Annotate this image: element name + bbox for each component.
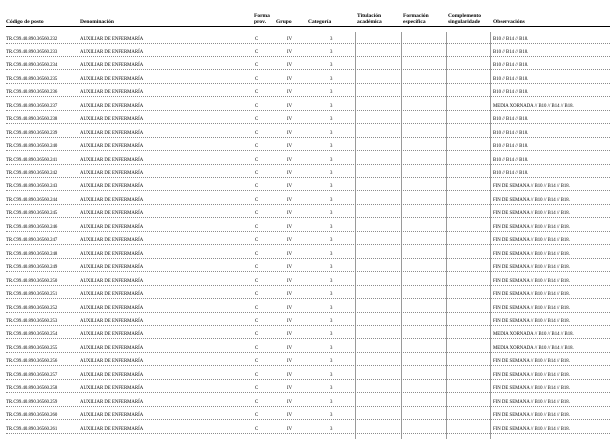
row-dotted-rule	[6, 258, 610, 259]
table-row	[0, 409, 615, 422]
cell-grupo: IV	[287, 278, 293, 284]
row-dotted-rule	[6, 164, 610, 165]
table-row	[0, 395, 615, 408]
cell-observacions: FIN DE SEMANA // B10 // B14 // B18.	[493, 305, 570, 311]
table-row	[0, 167, 615, 180]
cell-forma: C	[255, 413, 259, 419]
cell-grupo: IV	[287, 265, 293, 271]
cell-forma: C	[255, 372, 259, 378]
cell-forma: C	[255, 332, 259, 338]
header-forma-line1: Forma	[254, 13, 270, 19]
row-dotted-rule	[6, 298, 610, 299]
cell-forma: C	[255, 224, 259, 230]
cell-forma: C	[255, 90, 259, 96]
row-dotted-rule	[6, 69, 610, 70]
cell-grupo: IV	[287, 171, 293, 176]
cell-forma: C	[255, 359, 259, 365]
cell-forma: C	[255, 305, 259, 311]
table-row	[0, 193, 615, 206]
cell-codigo: TR.C99.40.890.36560.258	[6, 386, 58, 392]
cell-grupo: IV	[287, 224, 293, 230]
cell-observacions: B10 // B14 // B18.	[493, 144, 529, 150]
cell-observacions: FIN DE SEMANA // B10 // B14 // B18.	[493, 399, 570, 405]
cell-grupo: IV	[287, 399, 293, 405]
cell-denominacion: AUXILIAR DE ENFERMARÍA	[80, 224, 144, 230]
cell-grupo: IV	[287, 238, 293, 244]
cell-observacions: FIN DE SEMANA // B10 // B14 // B18.	[493, 359, 570, 365]
cell-forma: C	[255, 238, 259, 244]
table-row	[0, 247, 615, 260]
cell-observacions: FIN DE SEMANA // B10 // B14 // B18.	[493, 224, 570, 230]
cell-forma: C	[255, 251, 259, 257]
cell-denominacion: AUXILIAR DE ENFERMARÍA	[80, 171, 144, 176]
cell-observacions: FIN DE SEMANA // B10 // B14 // B18.	[493, 318, 570, 324]
cell-codigo: TR.C99.40.890.36560.248	[6, 251, 58, 257]
cell-forma: C	[255, 63, 259, 69]
table-row	[0, 180, 615, 193]
table-row	[0, 382, 615, 395]
cell-forma: C	[255, 157, 259, 163]
cell-grupo: IV	[287, 345, 293, 351]
cell-observacions: B10 // B14 // B18.	[493, 130, 529, 136]
cell-categoria: 3	[330, 157, 333, 163]
cell-grupo: IV	[287, 251, 293, 257]
cell-grupo: IV	[287, 117, 293, 123]
cell-categoria: 3	[330, 238, 333, 244]
cell-forma: C	[255, 278, 259, 284]
cell-categoria: 3	[330, 36, 333, 42]
cell-grupo: IV	[287, 36, 293, 42]
cell-categoria: 3	[330, 292, 333, 298]
header-grupo: Grupo	[276, 19, 292, 25]
cell-categoria: 3	[330, 278, 333, 284]
row-dotted-rule	[6, 433, 610, 434]
cell-categoria: 3	[330, 224, 333, 230]
cell-observacions: B10 // B14 // B18.	[493, 157, 529, 163]
row-dotted-rule	[6, 244, 610, 245]
cell-forma: C	[255, 345, 259, 351]
header-titulacion-line2: académica	[357, 19, 382, 25]
cell-observacions: MEDIA XORNADA // B10 // B14 // B18.	[493, 332, 574, 338]
cell-codigo: TR.C99.40.890.36560.244	[6, 197, 58, 203]
cell-forma: C	[255, 265, 259, 271]
cell-observacions: FIN DE SEMANA // B10 // B14 // B18.	[493, 238, 570, 244]
cell-denominacion: AUXILIAR DE ENFERMARÍA	[80, 63, 144, 69]
cell-forma: C	[255, 318, 259, 324]
table-row	[0, 261, 615, 274]
cell-observacions: FIN DE SEMANA // B10 // B14 // B18.	[493, 413, 570, 419]
cell-denominacion: AUXILIAR DE ENFERMARÍA	[80, 251, 144, 257]
cell-grupo: IV	[287, 426, 293, 432]
cell-denominacion: AUXILIAR DE ENFERMARÍA	[80, 103, 144, 109]
cell-denominacion: AUXILIAR DE ENFERMARÍA	[80, 345, 144, 351]
cell-codigo: TR.C99.40.890.36560.242	[6, 171, 58, 176]
cell-denominacion: AUXILIAR DE ENFERMARÍA	[80, 305, 144, 311]
cell-codigo: TR.C99.40.890.36560.249	[6, 265, 58, 271]
table-row	[0, 341, 615, 354]
cell-categoria: 3	[330, 251, 333, 257]
table-row	[0, 314, 615, 327]
cell-grupo: IV	[287, 63, 293, 69]
cell-grupo: IV	[287, 49, 293, 55]
cell-codigo: TR.C99.40.890.36560.260	[6, 413, 58, 419]
row-dotted-rule	[6, 96, 610, 97]
cell-codigo: TR.C99.40.890.36560.239	[6, 130, 58, 136]
table-row	[0, 126, 615, 139]
cell-grupo: IV	[287, 103, 293, 109]
row-dotted-rule	[6, 83, 610, 84]
cell-categoria: 3	[330, 345, 333, 351]
cell-forma: C	[255, 117, 259, 123]
cell-observacions: MEDIA XORNADA // B10 // B14 // B18.	[493, 345, 574, 351]
table-row	[0, 422, 615, 435]
cell-grupo: IV	[287, 413, 293, 419]
row-dotted-rule	[6, 338, 610, 339]
cell-forma: C	[255, 144, 259, 150]
cell-grupo: IV	[287, 144, 293, 150]
cell-denominacion: AUXILIAR DE ENFERMARÍA	[80, 386, 144, 392]
cell-codigo: TR.C99.40.890.36560.238	[6, 117, 58, 123]
cell-forma: C	[255, 76, 259, 82]
cell-categoria: 3	[330, 211, 333, 217]
cell-forma: C	[255, 426, 259, 432]
table-row	[0, 288, 615, 301]
header-rule	[6, 26, 610, 27]
cell-grupo: IV	[287, 157, 293, 163]
cell-forma: C	[255, 399, 259, 405]
cell-observacions: MEDIA XORNADA // B10 // B14 // B18.	[493, 103, 574, 109]
row-dotted-rule	[6, 56, 610, 57]
cell-codigo: TR.C99.40.890.36560.233	[6, 49, 58, 55]
cell-observacions: B10 // B14 // B18.	[493, 117, 529, 123]
cell-codigo: TR.C99.40.890.36560.256	[6, 359, 58, 365]
cell-observacions: B10 // B14 // B18.	[493, 76, 529, 82]
table-row	[0, 86, 615, 99]
cell-codigo: TR.C99.40.890.36560.232	[6, 36, 58, 42]
cell-forma: C	[255, 171, 259, 176]
cell-categoria: 3	[330, 426, 333, 432]
cell-grupo: IV	[287, 332, 293, 338]
table-row	[0, 220, 615, 233]
cell-observacions: FIN DE SEMANA // B10 // B14 // B18.	[493, 372, 570, 378]
cell-grupo: IV	[287, 130, 293, 136]
cell-observacions: B10 // B14 // B18.	[493, 90, 529, 96]
table-row	[0, 32, 615, 45]
cell-observacions: FIN DE SEMANA // B10 // B14 // B18.	[493, 184, 570, 190]
cell-codigo: TR.C99.40.890.36560.250	[6, 278, 58, 284]
cell-grupo: IV	[287, 197, 293, 203]
cell-observacions: FIN DE SEMANA // B10 // B14 // B18.	[493, 211, 570, 217]
row-dotted-rule	[6, 217, 610, 218]
cell-codigo: TR.C99.40.890.36560.240	[6, 144, 58, 150]
cell-forma: C	[255, 103, 259, 109]
cell-denominacion: AUXILIAR DE ENFERMARÍA	[80, 318, 144, 324]
header-categoria: Categoría	[308, 19, 332, 25]
table-row	[0, 153, 615, 166]
cell-denominacion: AUXILIAR DE ENFERMARÍA	[80, 399, 144, 405]
cell-categoria: 3	[330, 49, 333, 55]
table-row	[0, 59, 615, 72]
cell-denominacion: AUXILIAR DE ENFERMARÍA	[80, 332, 144, 338]
cell-categoria: 3	[330, 171, 333, 176]
cell-codigo: TR.C99.40.890.36560.241	[6, 157, 58, 163]
cell-grupo: IV	[287, 184, 293, 190]
row-dotted-rule	[6, 312, 610, 313]
table-row	[0, 274, 615, 287]
table-row	[0, 113, 615, 126]
row-dotted-rule	[6, 231, 610, 232]
cell-categoria: 3	[330, 332, 333, 338]
cell-codigo: TR.C99.40.890.36560.261	[6, 426, 58, 432]
cell-forma: C	[255, 36, 259, 42]
cell-denominacion: AUXILIAR DE ENFERMARÍA	[80, 426, 144, 432]
cell-observacions: FIN DE SEMANA // B10 // B14 // B18.	[493, 251, 570, 257]
table-row	[0, 140, 615, 153]
cell-denominacion: AUXILIAR DE ENFERMARÍA	[80, 278, 144, 284]
cell-categoria: 3	[330, 318, 333, 324]
cell-denominacion: AUXILIAR DE ENFERMARÍA	[80, 117, 144, 123]
cell-forma: C	[255, 197, 259, 203]
cell-categoria: 3	[330, 117, 333, 123]
header-titulacion-line1: Titulación	[357, 13, 382, 19]
row-dotted-rule	[6, 150, 610, 151]
row-dotted-rule	[6, 43, 610, 44]
cell-categoria: 3	[330, 63, 333, 69]
cell-categoria: 3	[330, 305, 333, 311]
table-row	[0, 207, 615, 220]
header-formacion-line2: específica	[403, 19, 426, 25]
row-dotted-rule	[6, 110, 610, 111]
cell-categoria: 3	[330, 265, 333, 271]
cell-codigo: TR.C99.40.890.36560.237	[6, 103, 58, 109]
cell-grupo: IV	[287, 372, 293, 378]
cell-observacions: B10 // B14 // B18.	[493, 63, 529, 69]
cell-denominacion: AUXILIAR DE ENFERMARÍA	[80, 36, 144, 42]
cell-categoria: 3	[330, 184, 333, 190]
cell-denominacion: AUXILIAR DE ENFERMARÍA	[80, 265, 144, 271]
cell-categoria: 3	[330, 90, 333, 96]
cell-denominacion: AUXILIAR DE ENFERMARÍA	[80, 359, 144, 365]
cell-denominacion: AUXILIAR DE ENFERMARÍA	[80, 292, 144, 298]
cell-observacions: FIN DE SEMANA // B10 // B14 // B18.	[493, 278, 570, 284]
cell-codigo: TR.C99.40.890.36560.252	[6, 305, 58, 311]
row-dotted-rule	[6, 204, 610, 205]
cell-categoria: 3	[330, 386, 333, 392]
header-forma-line2: prov.	[254, 19, 266, 25]
cell-codigo: TR.C99.40.890.36560.246	[6, 224, 58, 230]
row-dotted-rule	[6, 406, 610, 407]
cell-categoria: 3	[330, 359, 333, 365]
header-complemento-line2: singularidade	[448, 19, 481, 25]
cell-denominacion: AUXILIAR DE ENFERMARÍA	[80, 211, 144, 217]
table-row	[0, 99, 615, 112]
cell-codigo: TR.C99.40.890.36560.257	[6, 372, 58, 378]
cell-grupo: IV	[287, 292, 293, 298]
cell-grupo: IV	[287, 305, 293, 311]
cell-codigo: TR.C99.40.890.36560.251	[6, 292, 58, 298]
header-complemento-line1: Complemento	[448, 13, 481, 19]
cell-forma: C	[255, 130, 259, 136]
cell-forma: C	[255, 292, 259, 298]
cell-denominacion: AUXILIAR DE ENFERMARÍA	[80, 90, 144, 96]
cell-observacions: FIN DE SEMANA // B10 // B14 // B18.	[493, 292, 570, 298]
row-dotted-rule	[6, 379, 610, 380]
cell-denominacion: AUXILIAR DE ENFERMARÍA	[80, 157, 144, 163]
row-dotted-rule	[6, 365, 610, 366]
cell-categoria: 3	[330, 197, 333, 203]
table-row	[0, 72, 615, 85]
cell-codigo: TR.C99.40.890.36560.245	[6, 211, 58, 217]
cell-denominacion: AUXILIAR DE ENFERMARÍA	[80, 144, 144, 150]
row-dotted-rule	[6, 392, 610, 393]
header-denominacion: Denominación	[80, 19, 114, 25]
cell-denominacion: AUXILIAR DE ENFERMARÍA	[80, 130, 144, 136]
table-row	[0, 234, 615, 247]
cell-codigo: TR.C99.40.890.36560.254	[6, 332, 58, 338]
cell-denominacion: AUXILIAR DE ENFERMARÍA	[80, 238, 144, 244]
cell-forma: C	[255, 211, 259, 217]
cell-denominacion: AUXILIAR DE ENFERMARÍA	[80, 184, 144, 190]
cell-codigo: TR.C99.40.890.36560.253	[6, 318, 58, 324]
cell-grupo: IV	[287, 386, 293, 392]
cell-categoria: 3	[330, 372, 333, 378]
cell-codigo: TR.C99.40.890.36560.259	[6, 399, 58, 405]
cell-denominacion: AUXILIAR DE ENFERMARÍA	[80, 49, 144, 55]
row-dotted-rule	[6, 325, 610, 326]
cell-denominacion: AUXILIAR DE ENFERMARÍA	[80, 413, 144, 419]
cell-observacions: FIN DE SEMANA // B10 // B14 // B18.	[493, 197, 570, 203]
cell-forma: C	[255, 386, 259, 392]
cell-observacions: B10 // B14 // B18.	[493, 49, 529, 55]
header-formacion-line1: Formación	[403, 13, 429, 19]
cell-observacions: B10 // B14 // B18.	[493, 36, 529, 42]
header-codigo: Código de posto	[6, 19, 44, 25]
header-observacions: Observacións	[493, 19, 525, 25]
cell-grupo: IV	[287, 76, 293, 82]
cell-grupo: IV	[287, 359, 293, 365]
cell-observacions: FIN DE SEMANA // B10 // B14 // B18.	[493, 265, 570, 271]
cell-categoria: 3	[330, 130, 333, 136]
cell-categoria: 3	[330, 413, 333, 419]
cell-denominacion: AUXILIAR DE ENFERMARÍA	[80, 372, 144, 378]
row-dotted-rule	[6, 177, 610, 178]
table-row	[0, 45, 615, 58]
cell-codigo: TR.C99.40.890.36560.234	[6, 63, 58, 69]
cell-codigo: TR.C99.40.890.36560.236	[6, 90, 58, 96]
cell-grupo: IV	[287, 318, 293, 324]
table-row	[0, 328, 615, 341]
row-dotted-rule	[6, 352, 610, 353]
cell-denominacion: AUXILIAR DE ENFERMARÍA	[80, 76, 144, 82]
row-dotted-rule	[6, 271, 610, 272]
cell-observacions: FIN DE SEMANA // B10 // B14 // B18.	[493, 426, 570, 432]
cell-observacions: B10 // B14 // B18.	[493, 171, 529, 176]
table-row	[0, 301, 615, 314]
cell-categoria: 3	[330, 144, 333, 150]
cell-observacions: FIN DE SEMANA // B10 // B14 // B18.	[493, 386, 570, 392]
cell-categoria: 3	[330, 76, 333, 82]
cell-grupo: IV	[287, 90, 293, 96]
cell-categoria: 3	[330, 103, 333, 109]
cell-forma: C	[255, 184, 259, 190]
row-dotted-rule	[6, 123, 610, 124]
row-dotted-rule	[6, 137, 610, 138]
table-row	[0, 368, 615, 381]
row-dotted-rule	[6, 419, 610, 420]
cell-categoria: 3	[330, 399, 333, 405]
cell-grupo: IV	[287, 211, 293, 217]
cell-codigo: TR.C99.40.890.36560.255	[6, 345, 58, 351]
cell-codigo: TR.C99.40.890.36560.235	[6, 76, 58, 82]
cell-forma: C	[255, 49, 259, 55]
table-row	[0, 355, 615, 368]
cell-codigo: TR.C99.40.890.36560.247	[6, 238, 58, 244]
row-dotted-rule	[6, 190, 610, 191]
cell-denominacion: AUXILIAR DE ENFERMARÍA	[80, 197, 144, 203]
row-dotted-rule	[6, 285, 610, 286]
cell-codigo: TR.C99.40.890.36560.243	[6, 184, 58, 190]
